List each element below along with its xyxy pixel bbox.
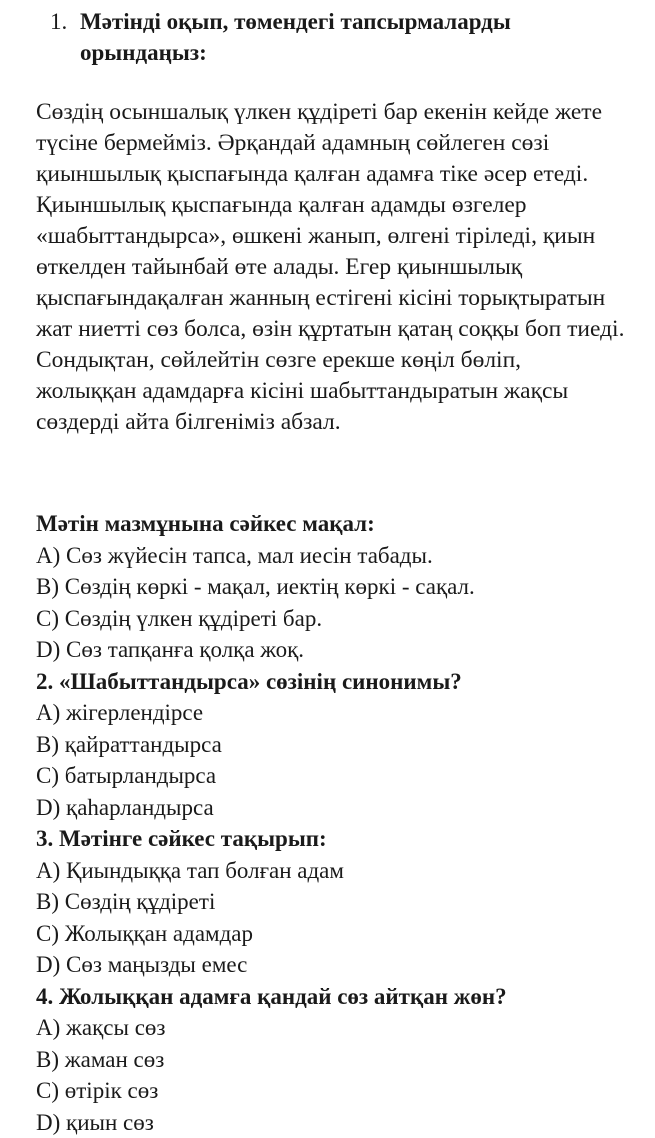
- task-heading: [50, 6, 610, 68]
- answer-option-c: C) Жолыққан адамдар: [36, 920, 254, 946]
- answer-option-a: A) Сөз жүйесін тапса, мал иесін табады.: [36, 542, 433, 568]
- answer-option-c: C) өтірік сөз: [36, 1078, 159, 1103]
- reading-passage: [36, 97, 626, 438]
- question-1: [36, 508, 636, 666]
- answer-option-c: C) батырландырса: [36, 763, 217, 788]
- answer-option-b: B) Сөздің көркі - мақал, иектің көркі - сақал.: [36, 574, 475, 599]
- answer-option-d: D) Сөз маңызды емес: [36, 952, 248, 977]
- question-list: [36, 508, 636, 1138]
- question-4: [36, 981, 636, 1138]
- question-title: 2. «Шабыттандырса» сөзінің синонимы?: [36, 668, 462, 694]
- question-title: Мәтін мазмұнына сәйкес мақал:: [36, 511, 375, 536]
- answer-option-a: A) жігерлендірсе: [36, 700, 204, 725]
- question-2: [36, 666, 636, 824]
- answer-option-b: B) Сөздің құдіреті: [36, 889, 216, 914]
- answer-option-a: A) Қиындыққа тап болған адам: [36, 857, 344, 883]
- passage-paragraph-2: өткелден тайынбай өте алады. Егер қиыншылық қыспағындақалған жанның естігені кісіні торықтыратын жат ниетті сөз болса, өзін құртатын қатаң соққы боп тиеді. Сондықтан, сөйлейтін сөзге ерекше көңіл бөліп, жолыққан адамдарға кісіні шабыттандыратын жақсы сөздерді айта білгеніміз абзал.: [36, 254, 625, 435]
- question-title: 4. Жолыққан адамға қандай сөз айтқан жөн?: [36, 983, 507, 1009]
- answer-option-b: B) жаман сөз: [36, 1046, 165, 1072]
- question-3: [36, 823, 636, 981]
- answer-option-b: B) қайраттандырса: [36, 731, 222, 757]
- answer-option-d: D) Сөз тапқанға қолқа жоқ.: [36, 637, 305, 662]
- question-title: 3. Мәтінге сәйкес тақырып:: [36, 826, 327, 851]
- passage-paragraph-1: Сөздің осыншалық үлкен құдіреті бар екенін кейде жете түсіне бермейміз. Әрқандай адамның сөйлеген сөзі қиыншылық қыспағында қалған адамға тіке әсер етеді. Қиыншылық қыспағында қалған адамды өзгелер «шабыттандырса», өшкені жанып, өлгені тіріледі, қиын: [36, 99, 603, 249]
- answer-option-c: C) Сөздің үлкен құдіреті бар.: [36, 605, 323, 631]
- answer-option-d: D) қиын сөз: [36, 1109, 154, 1135]
- task-number: 1.: [50, 9, 68, 34]
- task-instruction: Мәтінді оқып, төмендегі тапсырмаларды орындаңыз:: [80, 9, 511, 65]
- answer-option-d: D) қаһарландырса: [36, 794, 214, 820]
- answer-option-a: A) жақсы сөз: [36, 1015, 166, 1040]
